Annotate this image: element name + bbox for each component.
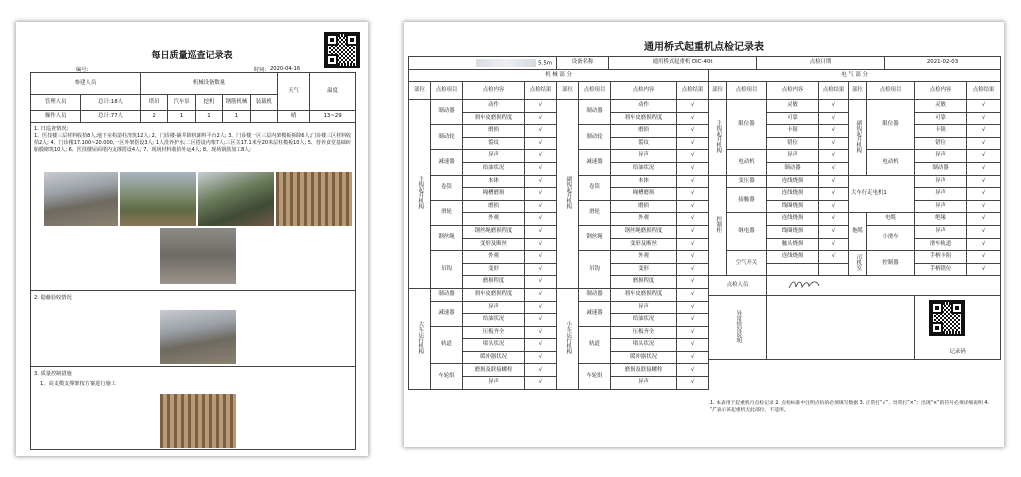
check-result: √ xyxy=(677,100,709,113)
check-content: 磨损 xyxy=(611,200,677,213)
check-content: 刹车皮磨损程度 xyxy=(463,112,525,125)
check-item: 轨道 xyxy=(579,326,611,364)
check-result: √ xyxy=(525,339,557,352)
check-result: √ xyxy=(677,339,709,352)
check-content: 变形及断丝 xyxy=(611,238,677,251)
check-content: 异声 xyxy=(463,150,525,163)
check-content: 绳槽磨损 xyxy=(463,188,525,201)
site-photo xyxy=(160,310,236,364)
check-item: 车轮组 xyxy=(579,364,611,389)
check-item: 减速器 xyxy=(579,301,611,326)
site-photo xyxy=(120,172,196,226)
check-content: 异声 xyxy=(463,377,525,390)
check-content: 变形及断丝 xyxy=(463,238,525,251)
device-name-label: 设备名称 xyxy=(557,57,609,70)
abnormal-label: 异常情况说明 xyxy=(735,310,742,344)
check-result: √ xyxy=(525,251,557,264)
col-head: 点检内容 xyxy=(463,82,525,100)
role-label: 操作人员 xyxy=(31,111,81,123)
col-head: 点检内容 xyxy=(767,82,819,100)
check-result: √ xyxy=(677,276,709,289)
check-content: 磨损及联接螺栓 xyxy=(463,364,525,377)
check-item: 卷筒 xyxy=(431,175,463,200)
check-result: √ xyxy=(677,251,709,264)
equip-col: 装载机 xyxy=(250,95,277,111)
equipment-header: 机械设备数量 xyxy=(140,73,277,95)
check-result: √ xyxy=(525,364,557,377)
weather-value: 晴 xyxy=(278,111,310,123)
check-content: 刹车皮磨损程度 xyxy=(611,112,677,125)
check-content: 灵敏 xyxy=(915,100,967,113)
check-result xyxy=(819,263,849,276)
check-result: √ xyxy=(967,125,1001,138)
check-result: √ xyxy=(677,364,709,377)
check-result: √ xyxy=(525,213,557,226)
inspector-label: 点检人员 xyxy=(709,276,767,296)
check-item: 制动器 xyxy=(431,288,463,301)
part-label: 大车运行机构 xyxy=(417,321,424,355)
check-item: 制动器 xyxy=(431,100,463,125)
check-result: √ xyxy=(525,162,557,175)
check-content: 卡阻 xyxy=(915,125,967,138)
check-item: 吊钩 xyxy=(579,251,611,289)
check-item: 空气开关 xyxy=(727,251,767,276)
check-result: √ xyxy=(819,150,849,163)
note-text: 1. 本表用于起重机月点检记录 2. 点检标准中注明点检的必须填写数据 3. 正常打“√”、异常打“×”；出现“×”的符号必须详细说明 4. “/”表示该起重机无此部位，不适用。 xyxy=(710,401,989,413)
check-content: 变形 xyxy=(463,263,525,276)
check-content: 磨损 xyxy=(611,125,677,138)
check-item: 钢丝绳 xyxy=(431,225,463,250)
check-content: 变形 xyxy=(611,263,677,276)
check-result: √ xyxy=(819,100,849,113)
check-result: √ xyxy=(677,326,709,339)
part-label: 拖缆 xyxy=(852,228,863,235)
check-content: 磨损程度 xyxy=(463,276,525,289)
check-result: √ xyxy=(525,377,557,390)
check-result: √ xyxy=(677,112,709,125)
col-head: 部位 xyxy=(557,82,579,100)
personnel-table xyxy=(30,72,356,123)
section1-text: 1、医技楼三层材料收拾8人;地下室构造柱浇筑12人; 2、门诊楼-铺井降机卸料平台2人; 3、门诊楼一区三层内架模板拆除6人;门诊楼三区材料收拾2人; 4、门诊楼17.100~20.000,一区外架搭设3人; 1人洗养护水;二区搭设内架7人;三区关17.1米至20米层柱模板10人; 5、营养食堂基础砖胎膜砌筑10人; 6、医技楼屋面堵内支撑搭设4人; 7、现场材料收拾外运4人; 8、现场钢筋加工8人; xyxy=(34,133,352,153)
check-item: 电缆 xyxy=(867,213,915,226)
temperature-value: 13~29 xyxy=(310,111,356,123)
check-content: 动作 xyxy=(463,100,525,113)
check-content: 刹车皮磨损程度 xyxy=(611,288,677,301)
check-content: 磨损程度 xyxy=(611,276,677,289)
date-value: 2020-04-16 xyxy=(270,66,301,72)
check-content: 堵头状况 xyxy=(463,339,525,352)
check-content: 外观 xyxy=(463,213,525,226)
section3-text: 1、高支模支撑架按方案进行施工 xyxy=(40,381,116,387)
check-result: √ xyxy=(819,188,849,201)
check-result: √ xyxy=(677,238,709,251)
equip-col: 挖机 xyxy=(195,95,222,111)
check-content: 给油状况 xyxy=(463,314,525,327)
check-content: 错位 xyxy=(915,137,967,150)
check-content: 刹车皮磨损程度 xyxy=(463,288,525,301)
check-result: √ xyxy=(525,276,557,289)
check-result: √ xyxy=(677,213,709,226)
check-result: √ xyxy=(819,200,849,213)
part-label: 控制柜 xyxy=(715,215,722,233)
check-content: 本体 xyxy=(611,175,677,188)
check-item: 滑轮 xyxy=(579,200,611,225)
check-result: √ xyxy=(967,263,1001,276)
check-content: 手柄错位 xyxy=(915,263,967,276)
check-date: 2021-02-03 xyxy=(885,57,1001,70)
section2-title: 2. 隐蔽验收情况 xyxy=(34,295,72,301)
check-content: 磨损 xyxy=(463,200,525,213)
check-content: 给油状况 xyxy=(611,314,677,327)
col-head: 点检项目 xyxy=(579,82,611,100)
check-content: 钢丝绳磨损程度 xyxy=(463,225,525,238)
check-result: √ xyxy=(819,125,849,138)
col-head: 点检项目 xyxy=(431,82,463,100)
col-head: 点检项目 xyxy=(727,82,767,100)
check-result: √ xyxy=(525,100,557,113)
equip-val: 1 xyxy=(168,111,195,123)
check-item: 电动机 xyxy=(727,150,767,175)
site-photo xyxy=(44,172,118,226)
check-result: √ xyxy=(525,238,557,251)
check-result: √ xyxy=(677,377,709,390)
col-head: 点检内容 xyxy=(611,82,677,100)
check-content: 外观 xyxy=(463,251,525,264)
check-item: 限位器 xyxy=(867,100,915,150)
check-content: 外观 xyxy=(611,251,677,264)
qr-code-icon xyxy=(929,300,965,336)
check-content: 给油状况 xyxy=(463,162,525,175)
check-result: √ xyxy=(677,263,709,276)
check-content: 本体 xyxy=(463,175,525,188)
participants-header: 参建人员 xyxy=(31,73,141,95)
check-content: 动作 xyxy=(611,100,677,113)
check-content: 钢丝绳磨损程度 xyxy=(611,225,677,238)
electrical-table xyxy=(708,69,1001,360)
check-item: 控制器 xyxy=(867,251,915,276)
site-photo xyxy=(198,172,274,226)
check-item: 变压器 xyxy=(727,175,767,188)
check-result: √ xyxy=(525,125,557,138)
check-result: √ xyxy=(677,225,709,238)
check-content: 制动器 xyxy=(915,162,967,175)
check-item: 滑轮 xyxy=(431,200,463,225)
check-content: 连线烧损 xyxy=(767,251,819,264)
check-content: 磨损及联接螺栓 xyxy=(611,364,677,377)
check-content: 灵敏 xyxy=(767,100,819,113)
daily-inspection-sheet xyxy=(16,22,368,456)
check-result: √ xyxy=(525,263,557,276)
check-item: 制动轮 xyxy=(431,125,463,150)
check-item: 轨道 xyxy=(431,326,463,364)
check-content: 缓冲器状况 xyxy=(463,351,525,364)
check-content: 触头烧损 xyxy=(767,238,819,251)
check-result: √ xyxy=(967,188,1001,201)
mech-header: 机 械 部 分 xyxy=(409,70,709,82)
page-title: 每日质量巡查记录表 xyxy=(151,51,233,61)
check-content: 异声 xyxy=(915,175,967,188)
check-result: √ xyxy=(677,301,709,314)
check-result: √ xyxy=(967,175,1001,188)
divider xyxy=(30,290,356,291)
check-content: 绳槽磨损 xyxy=(611,188,677,201)
check-result: √ xyxy=(525,137,557,150)
weather-header: 天气 xyxy=(278,73,310,111)
check-result: √ xyxy=(677,200,709,213)
number-label: 编号: xyxy=(76,67,89,73)
check-result: √ xyxy=(525,188,557,201)
check-item: 制动器 xyxy=(579,288,611,301)
site-photo xyxy=(160,228,236,284)
part-label: 副钩起升机构 xyxy=(855,119,862,153)
part-label: 司机室 xyxy=(855,253,862,271)
check-item: 限位器 xyxy=(727,100,767,150)
check-content: 连线烧损 xyxy=(767,175,819,188)
device-number: 5.5m xyxy=(538,60,552,67)
check-content: 卡阻 xyxy=(767,125,819,138)
col-head: 点检结果 xyxy=(525,82,557,100)
check-item: 继电器 xyxy=(727,213,767,251)
check-content: 可靠 xyxy=(915,112,967,125)
divider xyxy=(30,366,356,367)
check-result: √ xyxy=(677,314,709,327)
check-result: √ xyxy=(967,137,1001,150)
check-item: 减速器 xyxy=(431,150,463,175)
check-result: √ xyxy=(967,150,1001,163)
record-code-label: 记录码 xyxy=(949,348,966,355)
check-content: 异声 xyxy=(915,200,967,213)
check-item: 制动器 xyxy=(579,100,611,125)
check-content: 磨损 xyxy=(463,125,525,138)
check-result: √ xyxy=(967,100,1001,113)
check-content: 异声 xyxy=(611,150,677,163)
check-result: √ xyxy=(525,200,557,213)
equip-col: 塔吊 xyxy=(140,95,167,111)
check-content: 异声 xyxy=(915,225,967,238)
check-result: √ xyxy=(819,213,849,226)
check-result: √ xyxy=(525,288,557,301)
part-label: 主钩起升机构 xyxy=(417,176,424,210)
mechanical-table xyxy=(408,69,709,390)
check-result: √ xyxy=(819,137,849,150)
check-result: √ xyxy=(525,301,557,314)
check-content: 手柄卡阻 xyxy=(915,251,967,264)
check-result: √ xyxy=(967,213,1001,226)
check-content: 异声 xyxy=(767,150,819,163)
check-result: √ xyxy=(525,326,557,339)
check-content: 给油状况 xyxy=(611,162,677,175)
col-head: 部位 xyxy=(409,82,431,100)
check-result: √ xyxy=(819,175,849,188)
check-result: √ xyxy=(525,175,557,188)
check-result: √ xyxy=(819,238,849,251)
check-content: 压板齐全 xyxy=(611,326,677,339)
check-result: √ xyxy=(525,225,557,238)
check-content: 异声 xyxy=(463,301,525,314)
check-result: √ xyxy=(677,125,709,138)
site-photo xyxy=(160,394,236,448)
check-content: 压板齐全 xyxy=(463,326,525,339)
equip-val: 2 xyxy=(140,111,167,123)
check-item: 接触器 xyxy=(727,188,767,213)
col-head: 点检结果 xyxy=(677,82,709,100)
check-result: √ xyxy=(967,200,1001,213)
check-item: 减速器 xyxy=(579,150,611,175)
check-content: 连线烧损 xyxy=(767,188,819,201)
check-item: 车轮组 xyxy=(431,364,463,389)
section3-title: 3. 质量控制措施 xyxy=(34,371,72,377)
check-result: √ xyxy=(525,112,557,125)
col-head: 部位 xyxy=(849,82,867,100)
temperature-header: 温度 xyxy=(310,73,356,111)
site-photo xyxy=(276,172,352,226)
check-result: √ xyxy=(967,162,1001,175)
check-item: 大车行走电机1 xyxy=(849,175,915,213)
check-result: √ xyxy=(967,112,1001,125)
check-result: √ xyxy=(677,162,709,175)
check-result: √ xyxy=(819,112,849,125)
check-result: √ xyxy=(967,238,1001,251)
check-result: √ xyxy=(525,351,557,364)
check-item: 减速器 xyxy=(431,301,463,326)
crane-top-table xyxy=(408,56,1001,70)
col-head: 点检内容 xyxy=(915,82,967,100)
check-result: √ xyxy=(967,225,1001,238)
device-name: 通用桥式起重机 DIC-40t xyxy=(609,57,757,70)
role-total: 总计:77人 xyxy=(81,111,141,123)
elec-header: 电 气 部 分 xyxy=(709,70,1001,82)
check-item: 卷筒 xyxy=(579,175,611,200)
equip-val: 1 xyxy=(195,111,222,123)
check-content: 线圈烧损 xyxy=(767,225,819,238)
part-label: 主钩起升机构 xyxy=(715,119,722,153)
check-result: √ xyxy=(677,175,709,188)
check-content: 滑车轨道 xyxy=(915,238,967,251)
check-content: 异声 xyxy=(915,150,967,163)
equip-col: 汽车泵 xyxy=(168,95,195,111)
section1-title: 1. 日巡查情况: xyxy=(34,126,69,132)
check-content: 裂纹 xyxy=(463,137,525,150)
check-content: 绝缘 xyxy=(915,213,967,226)
role-label: 管理人员 xyxy=(31,95,81,111)
check-content: 制动器 xyxy=(767,162,819,175)
check-result: √ xyxy=(677,288,709,301)
col-head: 点检结果 xyxy=(967,82,1001,100)
crane-inspection-sheet xyxy=(404,22,1004,447)
check-content: 异声 xyxy=(915,188,967,201)
check-content xyxy=(767,263,819,276)
check-content: 堵头状况 xyxy=(611,339,677,352)
check-content: 裂纹 xyxy=(611,137,677,150)
col-head: 部位 xyxy=(709,82,727,100)
check-content: 连线烧损 xyxy=(767,213,819,226)
check-date-label: 点检日期 xyxy=(757,57,885,70)
part-label: 副钩起升机构 xyxy=(565,176,572,210)
part-label: 小车运行机构 xyxy=(565,321,572,355)
check-content: 异声 xyxy=(611,301,677,314)
col-head: 点检项目 xyxy=(867,82,915,100)
equip-col: 钢筋机械 xyxy=(223,95,250,111)
check-result: √ xyxy=(967,251,1001,264)
check-content: 可靠 xyxy=(767,112,819,125)
check-result: √ xyxy=(525,314,557,327)
check-item: 电动机 xyxy=(867,150,915,175)
check-content: 异声 xyxy=(611,377,677,390)
check-item: 制动轮 xyxy=(579,125,611,150)
page-title: 通用桥式起重机点检记录表 xyxy=(644,42,764,53)
check-result: √ xyxy=(819,225,849,238)
equip-val: 1 xyxy=(223,111,250,123)
check-content: 外观 xyxy=(611,213,677,226)
check-result: √ xyxy=(819,251,849,264)
check-content: 缓冲器状况 xyxy=(611,351,677,364)
check-result: √ xyxy=(677,188,709,201)
check-content: 线圈烧损 xyxy=(767,200,819,213)
check-result: √ xyxy=(677,150,709,163)
col-head: 点检结果 xyxy=(819,82,849,100)
check-item: 吊钩 xyxy=(431,251,463,289)
equip-val xyxy=(250,111,277,123)
check-result: √ xyxy=(677,137,709,150)
signature xyxy=(787,278,827,292)
check-result: √ xyxy=(819,162,849,175)
time-label: 时间: xyxy=(254,67,267,73)
check-result: √ xyxy=(677,351,709,364)
check-item: 小滑车 xyxy=(867,225,915,250)
role-total: 总计:18人 xyxy=(81,95,141,111)
check-item: 钢丝绳 xyxy=(579,225,611,250)
check-result: √ xyxy=(525,150,557,163)
check-content: 错位 xyxy=(767,137,819,150)
